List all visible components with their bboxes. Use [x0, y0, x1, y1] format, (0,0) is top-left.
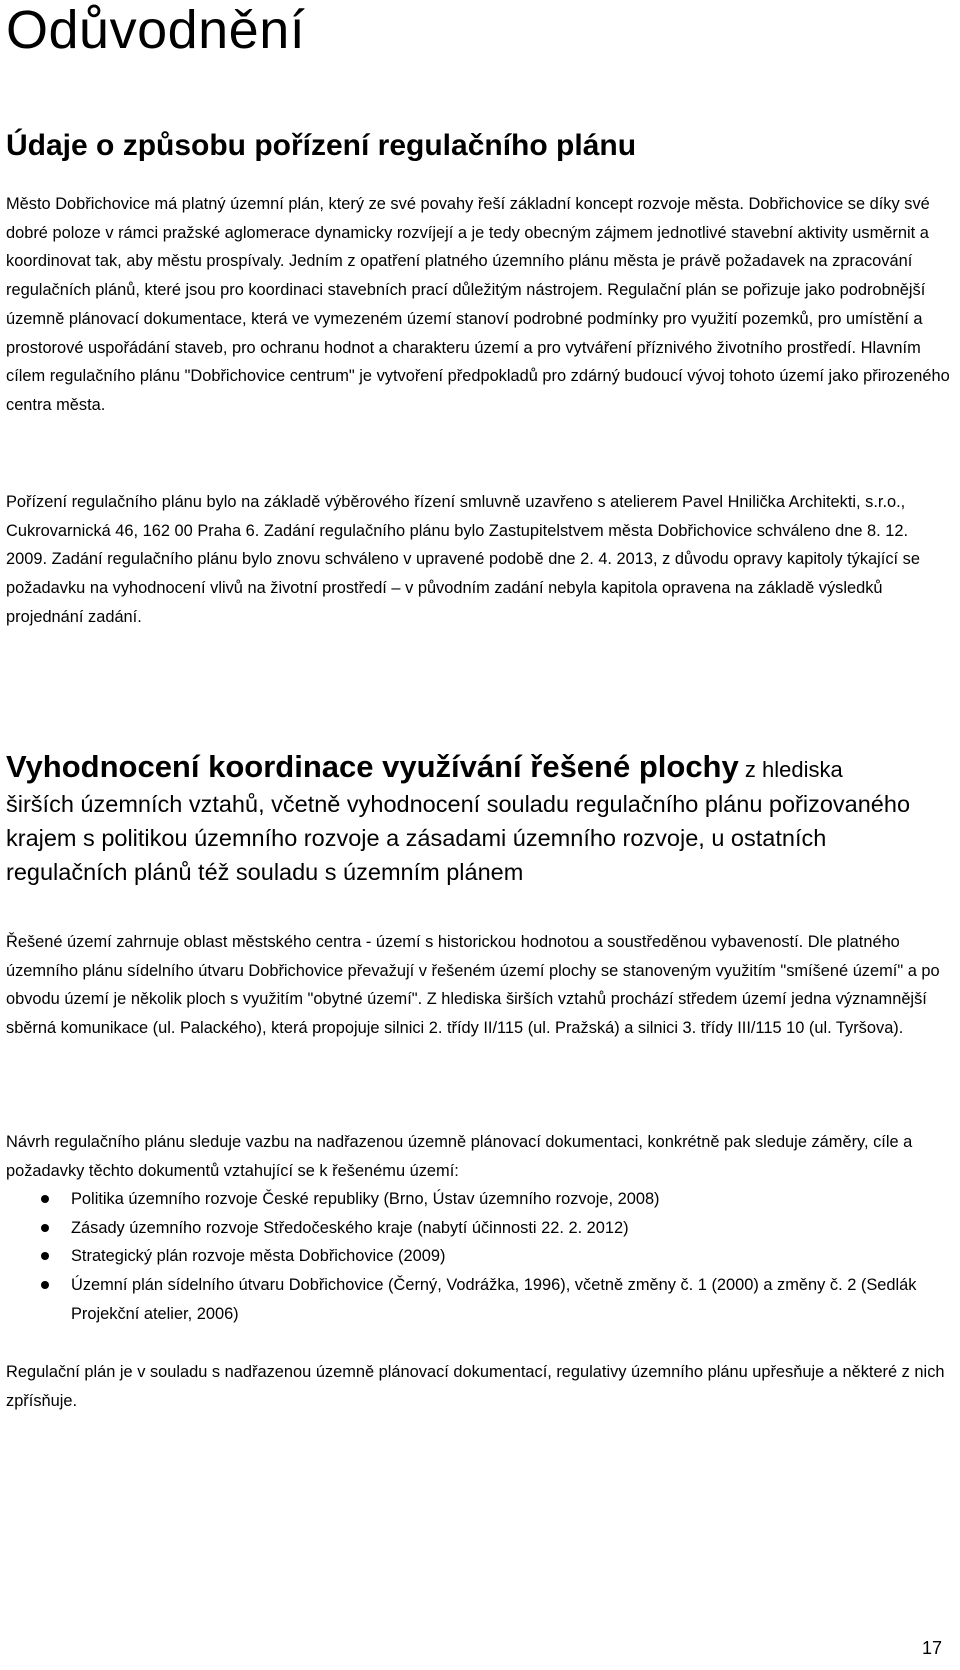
paragraph-intro: Město Dobřichovice má platný územní plán, který ze své povahy řeší základní koncept rozvoje města. Dobřichovice se díky své dobré poloze v rámci pražské aglomerace dynamicky rozvíjejí a je tedy obecným zájmem jednotlivé stavební aktivity usměrnit a koordinovat tak, aby městu prospívaly. Jedním z opatření platného územního plánu města je právě požadavek na zpracování regulačních plánů, které jsou pro koordinaci stavebních prací důležitým nástrojem. Regulační plán se pořizuje jako podrobnější územně plánovací dokumentace, která ve vymezeném území stanoví podrobné podmínky pro využití pozemků, pro umístění a prostorové uspořádání staveb, pro ochranu hodnot a charakteru území a pro vytváření příznivého životního prostředí. Hlavním cílem regulačního plánu "Dobřichovice centrum" je vytvoření předpokladů pro zdárný budoucí vývoj tohoto území jako přirozeného centra města. [6, 195, 950, 414]
paragraph-conformity: Regulační plán je v souladu s nadřazenou územně plánovací dokumentací, regulativy územního plánu upřesňuje a některé z nich zpřísňuje. [6, 1363, 945, 1410]
documents-list [6, 1185, 951, 1329]
bullet-icon [41, 1252, 49, 1260]
paragraph-procurement: Pořízení regulačního plánu bylo na základě výběrového řízení smluvně uzavřeno s atelierem Pavel Hnilička Architekti, s.r.o., Cukrovarnická 46, 162 00 Praha 6. Zadání regulačního plánu bylo Zastupitelstvem města Dobřichovice schváleno dne 8. 12. 2009. Zadání regulačního plánu bylo znovu schváleno v upravené podobě dne 2. 4. 2013, z důvodu opravy kapitoly týkající se požadavku na vyhodnocení vlivů na životní prostředí – v původním zadání nebyla kapitola opravena na základě výsledků projednání zadání. [6, 493, 920, 626]
section-heading-procurement: Údaje o způsobu pořízení regulačního plánu [6, 129, 637, 162]
heading-rest: širších územních vztahů, včetně vyhodnocení souladu regulačního plánu pořizovaného krajem s politikou územního rozvoje a zásadami územního rozvoje, u ostatních regulačních plánů též souladu s územním plánem [6, 791, 911, 885]
page-title: Odůvodnění [6, 0, 306, 60]
section-heading-coordination [6, 750, 951, 889]
list-item: Zásady územního rozvoje Středočeského kraje (nabytí účinnosti 22. 2. 2012) [6, 1214, 951, 1243]
heading-tail: z hlediska [738, 757, 843, 782]
list-item: Územní plán sídelního útvaru Dobřichovice (Černý, Vodrážka, 1996), včetně změny č. 1 (2000) a změny č. 2 (Sedlák Projekční atelier, 2006) [6, 1271, 951, 1328]
page-number: 17 [921, 1638, 942, 1658]
paragraph-documentation: Návrh regulačního plánu sleduje vazbu na nadřazenou územně plánovací dokumentaci, konkrétně pak sleduje záměry, cíle a požadavky těchto dokumentů vztahující se k řešenému území: [6, 1133, 913, 1180]
bullet-icon [41, 1281, 49, 1289]
list-item: Politika územního rozvoje České republiky (Brno, Ústav územního rozvoje, 2008) [6, 1185, 951, 1214]
bullet-icon [41, 1195, 49, 1203]
list-item: Strategický plán rozvoje města Dobřichovice (2009) [6, 1242, 951, 1271]
paragraph-territory: Řešené území zahrnuje oblast městského centra - území s historickou hodnotou a soustředěnou vybaveností. Dle platného územního plánu sídelního útvaru Dobřichovice převažují v řešeném území plochy se stanoveným využitím "smíšené území" a po obvodu území je několik ploch s využitím "obytné území". Z hlediska širších vztahů prochází středem území jedna významnější sběrná komunikace (ul. Palackého), která propojuje silnici 2. třídy II/115 (ul. Pražská) a silnici 3. třídy III/115 10 (ul. Tyršova). [6, 933, 940, 1038]
heading-lead: Vyhodnocení koordinace využívání řešené plochy [6, 749, 739, 784]
bullet-icon [41, 1224, 49, 1232]
